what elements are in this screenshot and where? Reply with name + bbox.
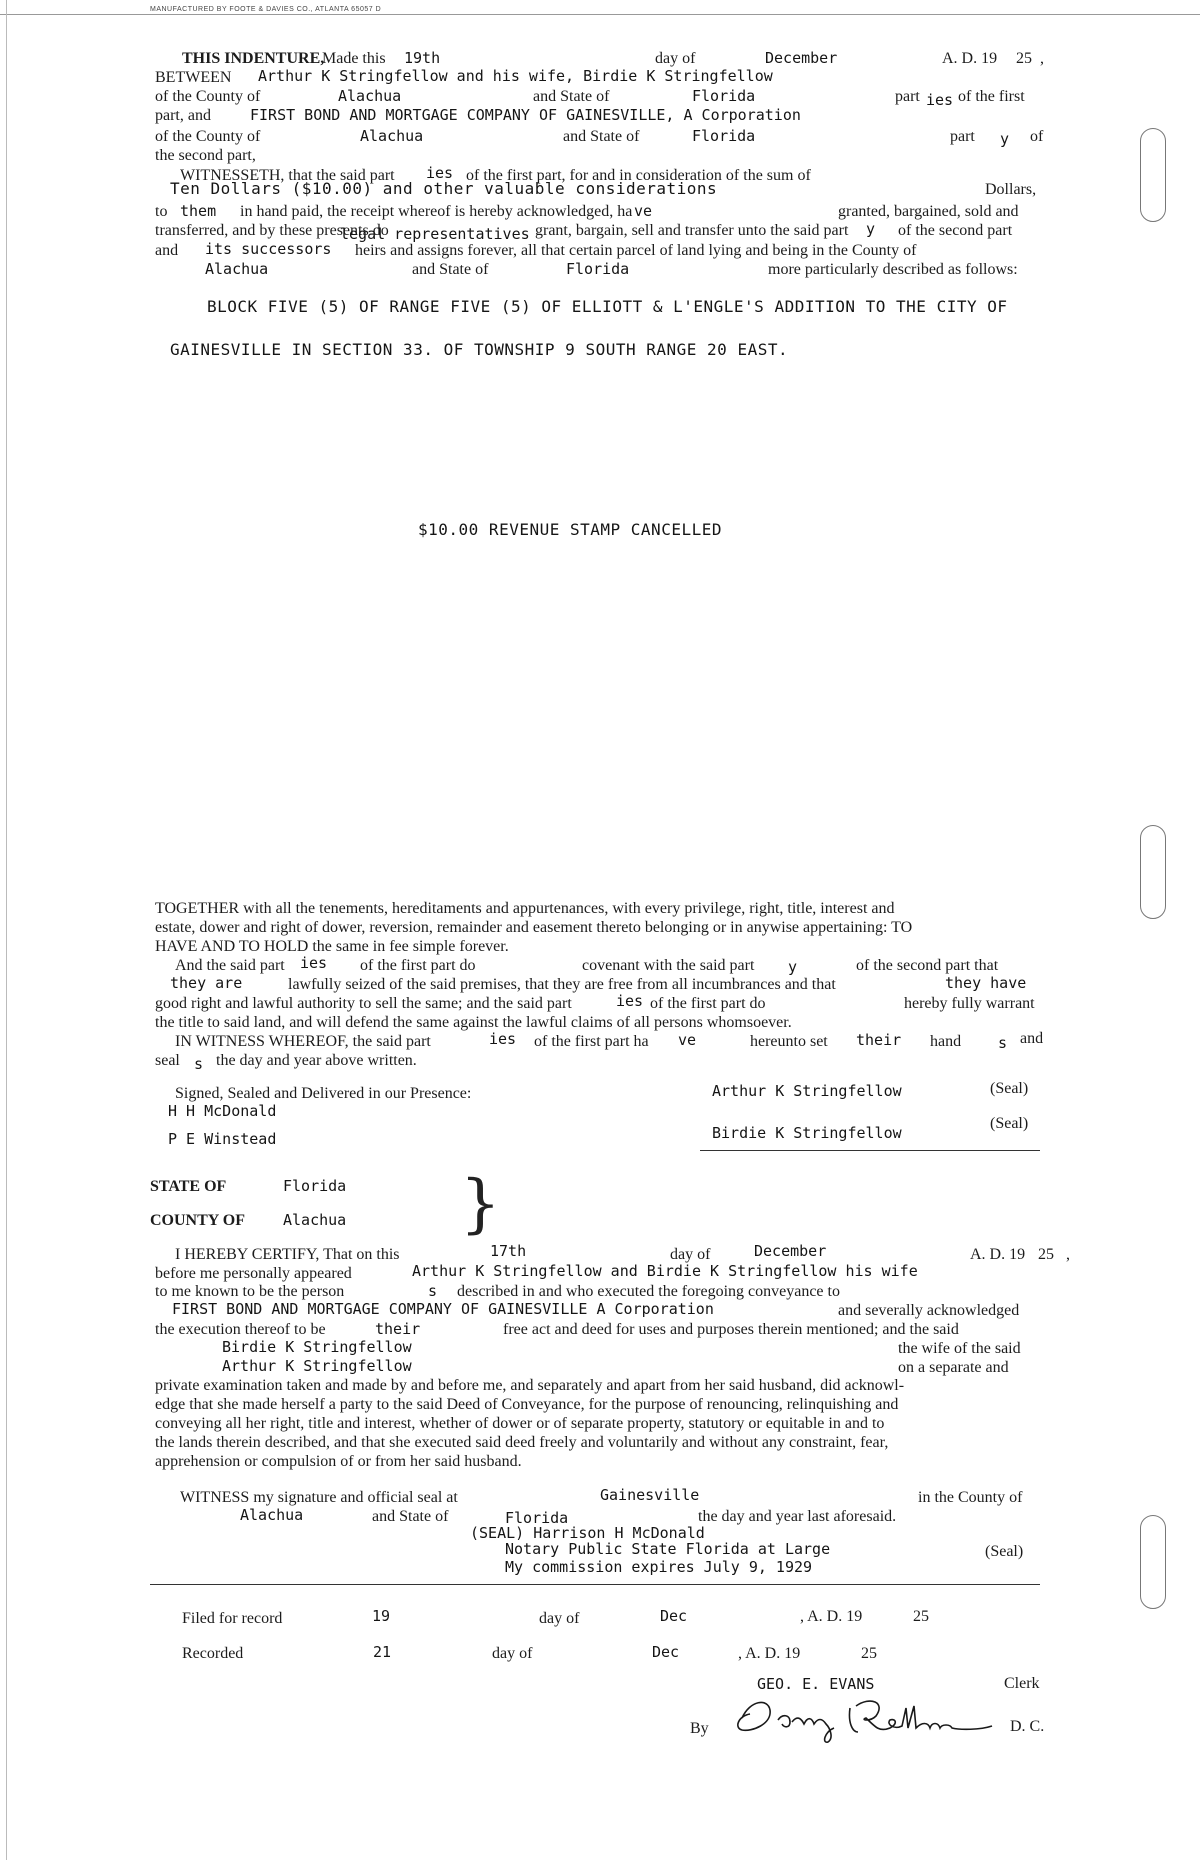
described-as-follows: more particularly described as follows: xyxy=(768,261,1018,278)
county-1: Alachua xyxy=(338,87,402,105)
of-second-part: of the second part xyxy=(898,222,1013,239)
part-and-label: part, and xyxy=(155,107,211,124)
together-line-2: estate, dower and right of dower, reversion, remainder and easement thereto belonging or in anywise appertaining: TO xyxy=(155,919,913,936)
hand-s: s xyxy=(998,1034,1008,1052)
execution-their: their xyxy=(375,1320,421,1338)
deed-month: December xyxy=(765,49,838,67)
ack-county: Alachua xyxy=(283,1211,347,1229)
together-line-1: TOGETHER with all the tenements, hereditaments and appurtenances, with every privilege, right, title, interest and xyxy=(155,900,895,917)
known-s: s xyxy=(428,1282,438,1300)
second-part-label: the second part, xyxy=(155,147,256,164)
they-have-typed: they have xyxy=(945,974,1027,992)
made-this-label: Made this xyxy=(322,50,386,67)
deputy-clerk-signature xyxy=(730,1688,1000,1748)
recorded-day: 21 xyxy=(373,1643,392,1661)
parties-suffix: ies xyxy=(926,91,954,109)
state-3: Florida xyxy=(566,260,630,278)
by-label: By xyxy=(690,1720,709,1737)
grant-y-suffix: y xyxy=(866,220,876,238)
party-label: part xyxy=(950,128,975,145)
seal-2: (Seal) xyxy=(990,1115,1029,1132)
covenant-text-a: And the said part xyxy=(175,957,285,974)
covenant-y: y xyxy=(788,958,798,976)
party-suffix: y xyxy=(1000,130,1010,148)
hand-label: hand xyxy=(930,1033,962,1050)
filed-day-of: day of xyxy=(539,1610,580,1627)
severally-text: and severally acknowledged xyxy=(838,1302,1020,1319)
ack-comma: , xyxy=(1066,1246,1070,1263)
covenant-ies-1: ies xyxy=(300,954,328,972)
heirs-text: heirs and assigns forever, all that certain parcel of land lying and being in the County of xyxy=(355,242,917,259)
have-suffix: ve xyxy=(634,202,653,220)
legal-description-line-1: BLOCK FIVE (5) OF RANGE FIVE (5) OF ELLIOTT & L'ENGLE'S ADDITION TO THE CITY OF xyxy=(207,297,1008,316)
notary-commission: My commission expires July 9, 1929 xyxy=(505,1558,813,1576)
before-me-label: before me personally appeared xyxy=(155,1265,352,1282)
covenant-line-3b: of the first part do xyxy=(650,995,766,1012)
witnesseth-text-1: WITNESSETH, that the said part xyxy=(180,167,395,184)
appeared-names: Arthur K Stringfellow and Birdie K Stringfellow his wife xyxy=(412,1262,918,1280)
ack-state-label-2: and State of xyxy=(372,1508,449,1525)
in-witness-d: the day and year above written. xyxy=(216,1052,417,1069)
transferred-text: transferred, and by these presents do xyxy=(155,222,389,239)
indenture-heading: THIS INDENTURE, xyxy=(182,50,325,67)
state-1: Florida xyxy=(692,87,756,105)
to-label: to xyxy=(155,203,168,220)
separate-text: on a separate and xyxy=(898,1359,1009,1376)
header-comma: , xyxy=(1040,50,1044,67)
ack-grantee: FIRST BOND AND MORTGAGE COMPANY OF GAINESVILLE A Corporation xyxy=(172,1300,714,1318)
witnesseth-text-2: of the first part, for and in consideration of the sum of xyxy=(466,167,811,184)
ack-para-3: conveying all her right, title and interest, whether of dower or of separate property, statutory or equitable in and to xyxy=(155,1415,885,1432)
covenant-line-3c: hereby fully warrant xyxy=(904,995,1035,1012)
filed-year: 25 xyxy=(913,1608,929,1625)
venue-brace: } xyxy=(460,1167,501,1241)
together-line-3: HAVE AND TO HOLD the same in fee simple forever. xyxy=(155,938,509,955)
ack-day: 17th xyxy=(490,1242,527,1260)
clerk-label: Clerk xyxy=(1004,1675,1040,1692)
ack-county-2: Alachua xyxy=(240,1506,304,1524)
husband-name: Arthur K Stringfellow xyxy=(222,1357,412,1375)
witness-ve: ve xyxy=(678,1031,697,1049)
section-divider xyxy=(700,1150,1040,1151)
in-witness-c: hereunto set xyxy=(750,1033,828,1050)
second-party-name: FIRST BOND AND MORTGAGE COMPANY OF GAINESVILLE, A Corporation xyxy=(250,106,801,124)
them-typed: them xyxy=(180,202,217,220)
seal-1: (Seal) xyxy=(990,1080,1029,1097)
last-aforesaid: the day and year last aforesaid. xyxy=(698,1508,897,1525)
covenant-text-c: covenant with the said part xyxy=(582,957,755,974)
granted-text: granted, bargained, sold and xyxy=(838,203,1019,220)
seal-label: seal xyxy=(155,1052,180,1069)
filed-label: Filed for record xyxy=(182,1610,283,1627)
recorded-ad: , A. D. 19 xyxy=(738,1645,801,1662)
witness-their: their xyxy=(856,1031,902,1049)
clerk-name: GEO. E. EVANS xyxy=(757,1675,875,1693)
first-party-names: Arthur K Stringfellow and his wife, Birdie K Stringfellow xyxy=(258,67,773,85)
county-of-label: COUNTY OF xyxy=(150,1212,245,1229)
they-are-typed: they are xyxy=(170,974,243,992)
printer-imprint: MANUFACTURED BY FOOTE & DAVIES CO., ATLANTA 65057 D xyxy=(150,6,382,13)
seal-s: s xyxy=(194,1055,204,1073)
execution-text: the execution thereof to be xyxy=(155,1321,326,1338)
notary-name: (SEAL) Harrison H McDonald xyxy=(470,1524,705,1542)
wife-name: Birdie K Stringfellow xyxy=(222,1338,412,1356)
grantor-2-signature: Birdie K Stringfellow xyxy=(712,1124,902,1142)
signed-sealed-label: Signed, Sealed and Delivered in our Presence: xyxy=(175,1085,472,1102)
dollars-label: Dollars, xyxy=(985,181,1037,198)
grant-text: grant, bargain, sell and transfer unto the said part xyxy=(535,222,849,239)
filed-month: Dec xyxy=(660,1607,688,1625)
ack-ad: A. D. 19 xyxy=(970,1246,1026,1263)
filed-day: 19 xyxy=(372,1607,391,1625)
state-of-label: STATE OF xyxy=(150,1178,227,1195)
recorded-label: Recorded xyxy=(182,1645,244,1662)
ack-month: December xyxy=(754,1242,827,1260)
covenant-text-b: of the first part do xyxy=(360,957,476,974)
in-witness-b: of the first part ha xyxy=(534,1033,649,1050)
recorded-day-of: day of xyxy=(492,1645,533,1662)
known-text-a: to me known to be the person xyxy=(155,1283,345,1300)
consideration-amount: Ten Dollars ($10.00) and other valuable considerations xyxy=(170,179,718,198)
binder-hole-middle xyxy=(1140,825,1166,919)
dc-label: D. C. xyxy=(1010,1718,1045,1735)
deed-year: 25 xyxy=(1016,50,1032,67)
ack-para-4: the lands therein described, and that she executed said deed freely and voluntarily and without any constraint, fear, xyxy=(155,1434,889,1451)
state-label-3: and State of xyxy=(412,261,489,278)
witness-2-name: P E Winstead xyxy=(168,1130,277,1148)
recorded-month: Dec xyxy=(652,1643,680,1661)
covenant-line-2: lawfully seized of the said premises, that they are free from all incumbrances and that xyxy=(288,976,836,993)
between-label: BETWEEN xyxy=(155,69,232,86)
witness-1-name: H H McDonald xyxy=(168,1102,277,1120)
legal-description-line-2: GAINESVILLE IN SECTION 33. OF TOWNSHIP 9 SOUTH RANGE 20 EAST. xyxy=(170,340,789,359)
state-label-1: and State of xyxy=(533,88,610,105)
covenant-line-3a: good right and lawful authority to sell the same; and the said part xyxy=(155,995,572,1012)
witnesseth-ies: ies xyxy=(426,164,454,182)
legal-representatives: legal representatives xyxy=(340,225,530,243)
certify-text: I HEREBY CERTIFY, That on this xyxy=(175,1246,400,1263)
of-the-first-label: of the first xyxy=(958,88,1025,105)
in-witness-a: IN WITNESS WHEREOF, the said part xyxy=(175,1033,431,1050)
free-act-text: free act and deed for uses and purposes therein mentioned; and the said xyxy=(503,1321,959,1338)
deed-day: 19th xyxy=(404,49,441,67)
in-county-text: in the County of xyxy=(918,1489,1023,1506)
ack-year: 25 xyxy=(1038,1246,1054,1263)
covenant-line-4: the title to said land, and will defend the same against the lawful claims of all persons whomsoever. xyxy=(155,1014,792,1031)
ack-day-of: day of xyxy=(670,1246,711,1263)
notary-seal: (Seal) xyxy=(985,1543,1024,1560)
state-label-2: and State of xyxy=(563,128,640,145)
notary-title: Notary Public State Florida at Large xyxy=(505,1540,831,1558)
witness-sig-text: WITNESS my signature and official seal at xyxy=(180,1489,458,1506)
recording-divider xyxy=(150,1584,1040,1585)
and-label: and xyxy=(155,242,179,259)
ack-state: Florida xyxy=(283,1177,347,1195)
ack-para-2: edge that she made herself a party to the said Deed of Conveyance, for the purpose of renouncing, relinquishing and xyxy=(155,1396,899,1413)
ad-label: A. D. 19 xyxy=(942,50,998,67)
of-label: of xyxy=(1030,128,1044,145)
county-label-1: of the County of xyxy=(155,88,261,105)
day-of-label: day of xyxy=(655,50,696,67)
wife-of-text: the wife of the said xyxy=(898,1340,1021,1357)
county-2: Alachua xyxy=(360,127,424,145)
ack-para-5: apprehension or compulsion of or from her said husband. xyxy=(155,1453,522,1470)
grantor-1-signature: Arthur K Stringfellow xyxy=(712,1082,902,1100)
ack-para-1: private examination taken and made by and before me, and separately and apart from her said husband, did acknowl- xyxy=(155,1377,905,1394)
witness-ies: ies xyxy=(489,1030,517,1048)
covenant-text-d: of the second part that xyxy=(856,957,999,974)
ack-state-2: Florida xyxy=(505,1509,569,1527)
county-label-2: of the County of xyxy=(155,128,261,145)
parties-part-label: part xyxy=(895,88,920,105)
successors-typed: its successors xyxy=(205,240,332,258)
recorded-year: 25 xyxy=(861,1645,877,1662)
ack-place: Gainesville xyxy=(600,1486,700,1504)
receipt-text: in hand paid, the receipt whereof is hereby acknowledged, ha xyxy=(240,203,633,220)
covenant-ies-2: ies xyxy=(616,992,644,1010)
known-text-b: described in and who executed the foregoing conveyance to xyxy=(457,1283,840,1300)
county-3: Alachua xyxy=(205,260,269,278)
filed-ad: , A. D. 19 xyxy=(800,1608,863,1625)
binder-hole-bottom xyxy=(1140,1515,1166,1609)
page-left-edge xyxy=(6,0,7,1860)
state-2: Florida xyxy=(692,127,756,145)
binder-hole-top xyxy=(1140,128,1166,222)
revenue-stamp-note: $10.00 REVENUE STAMP CANCELLED xyxy=(418,520,722,539)
hand-and: and xyxy=(1020,1030,1044,1047)
